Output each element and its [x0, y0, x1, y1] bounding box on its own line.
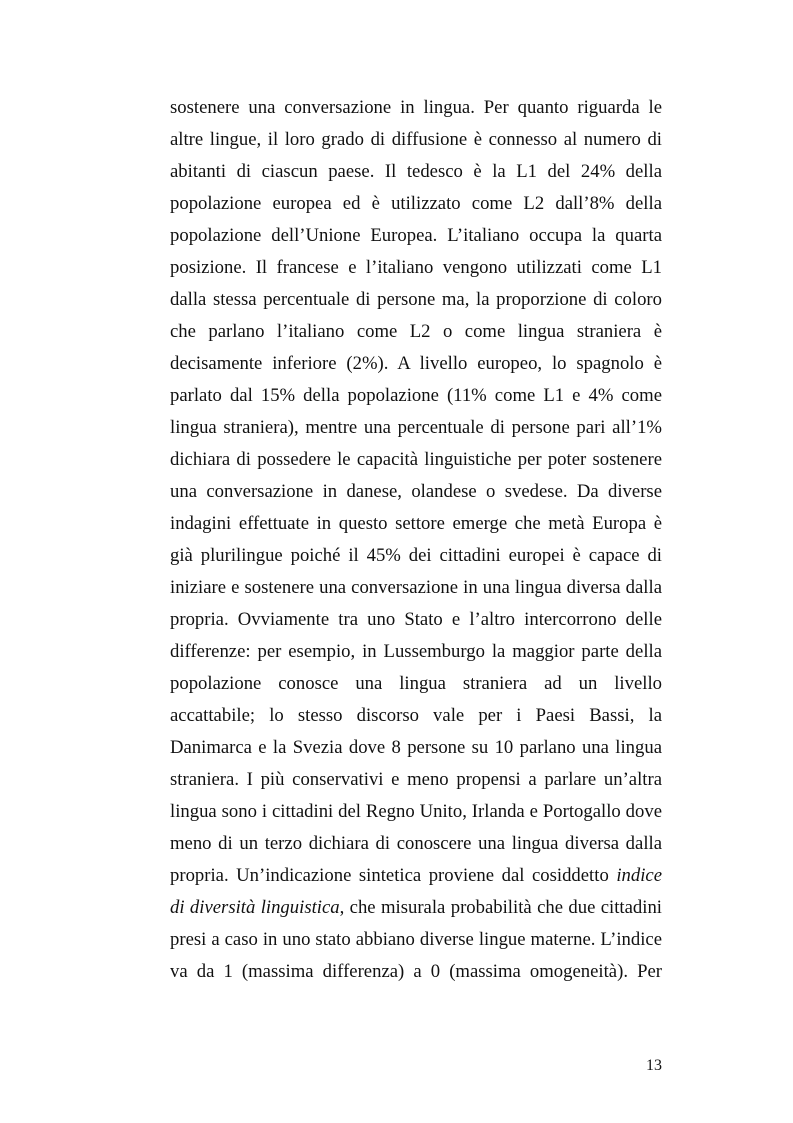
text-line: lingua sono i cittadini del Regno Unito, Irlanda e Portogallo dove	[170, 801, 662, 822]
text-line: straniera. I più conservativi e meno propensi a parlare un’altra	[170, 769, 662, 790]
text-line: Danimarca e la Svezia dove 8 persone su 10 parlano una lingua	[170, 737, 662, 758]
text-line: accattabile; lo stesso discorso vale per i Paesi Bassi, la	[170, 705, 662, 726]
text-line: meno di un terzo dichiara di conoscere una lingua diversa dalla	[170, 833, 662, 854]
text-line: differenze: per esempio, in Lussemburgo la maggior parte della	[170, 641, 662, 662]
page-number: 13	[646, 1057, 662, 1074]
text-line	[170, 860, 662, 892]
text-line	[170, 892, 662, 924]
italic-term: indice	[616, 865, 662, 886]
text-line: decisamente inferiore (2%). A livello europeo, lo spagnolo è	[170, 353, 662, 374]
italic-term: di diversità linguistica	[170, 897, 340, 918]
text-line: parlato dal 15% della popolazione (11% come L1 e 4% come	[170, 385, 662, 406]
text-line: presi a caso in uno stato abbiano diverse lingue materne. L’indice	[170, 929, 662, 950]
text-line: sostenere una conversazione in lingua. Per quanto riguarda le	[170, 97, 662, 118]
body-paragraph	[170, 92, 662, 988]
text-line: dichiara di possedere le capacità linguistiche per poter sostenere	[170, 449, 662, 470]
text-line: iniziare e sostenere una conversazione in una lingua diversa dalla	[170, 577, 662, 598]
text-line: popolazione conosce una lingua straniera ad un livello	[170, 673, 662, 694]
text-line: abitanti di ciascun paese. Il tedesco è la L1 del 24% della	[170, 161, 662, 182]
text-line: popolazione europea ed è utilizzato come L2 dall’8% della	[170, 193, 662, 214]
text-line: va da 1 (massima differenza) a 0 (massima omogeneità). Per	[170, 961, 662, 982]
text-segment: , che misurala probabilità che due cittadini	[339, 897, 662, 918]
text-line: popolazione dell’Unione Europea. L’italiano occupa la quarta	[170, 225, 662, 246]
text-line: posizione. Il francese e l’italiano vengono utilizzati come L1	[170, 257, 662, 278]
text-line: che parlano l’italiano come L2 o come lingua straniera è	[170, 321, 662, 342]
text-line: indagini effettuate in questo settore emerge che metà Europa è	[170, 513, 662, 534]
text-line: propria. Ovviamente tra uno Stato e l’altro intercorrono delle	[170, 609, 662, 630]
text-line: lingua straniera), mentre una percentuale di persone pari all’1%	[170, 417, 662, 438]
text-line: dalla stessa percentuale di persone ma, la proporzione di coloro	[170, 289, 662, 310]
text-segment: propria. Un’indicazione sintetica proviene dal cosiddetto	[170, 865, 617, 886]
text-line: già plurilingue poiché il 45% dei cittadini europei è capace di	[170, 545, 662, 566]
text-line: altre lingue, il loro grado di diffusione è connesso al numero di	[170, 129, 662, 150]
text-line: una conversazione in danese, olandese o svedese. Da diverse	[170, 481, 662, 502]
